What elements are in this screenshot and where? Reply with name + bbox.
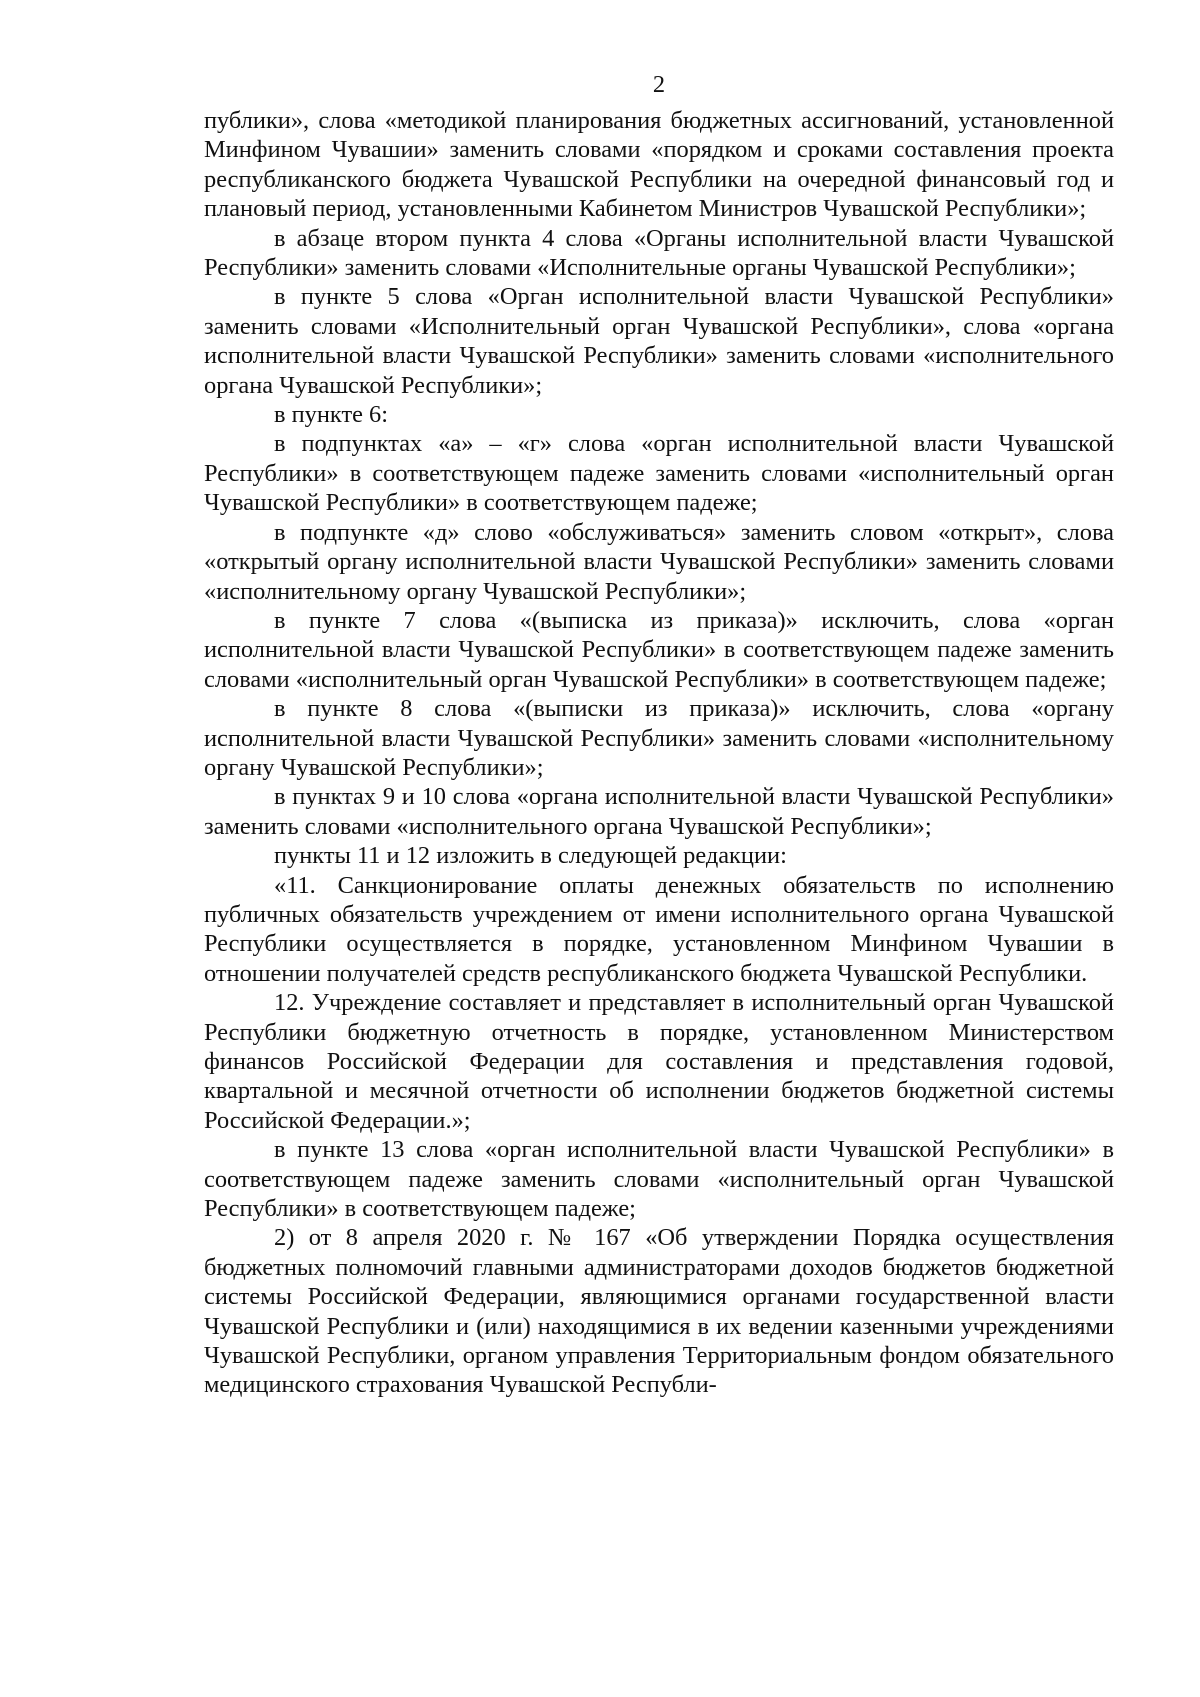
paragraph: в пункте 8 слова «(выписки из приказа)» исключить, слова «органу исполнительной власти Чувашской Республики» заменить словами «исполнительному органу Чувашской Республики»; <box>204 695 1114 781</box>
paragraph: в подпункте «д» слово «обслуживаться» заменить словом «открыт», слова «открытый органу исполнительной власти Чувашской Республики» заменить словами «исполнительному органу Чувашской Республики»; <box>204 518 1114 605</box>
paragraph: 2) от 8 апреля 2020 г. № 167 «Об утверждении Порядка осуществления бюджетных полномочий главными администраторами доходов бюджетов бюджетной системы Российской Федерации, являющимися органами государственной власти Чувашской Республики и (или) находящимися в их ведении казенными учреждениями Чувашской Республики, органом управления Территориальным фондом обязательного медицинского страхования Чувашской Республи- <box>204 1224 1114 1399</box>
paragraph: 12. Учреждение составляет и представляет в исполнительный орган Чувашской Республики бюджетную отчетность в порядке, установленном Министерством финансов Российской Федерации для составления и представления годовой, квартальной и месячной отчетности об исполнении бюджетов бюджетной системы Российской Федерации.»; <box>204 989 1114 1134</box>
paragraph: в пункте 5 слова «Орган исполнительной власти Чувашской Республики» заменить словами «Исполнительный орган Чувашской Республики», слова «органа исполнительной власти Чувашской Республики» заменить словами «исполнительного органа Чувашской Республики»; <box>204 283 1114 399</box>
document-page <box>204 70 1114 1400</box>
paragraph: в абзаце втором пункта 4 слова «Органы исполнительной власти Чувашской Республики» заменить словами «Исполнительные органы Чувашской Республики»; <box>204 224 1114 282</box>
paragraph: пункты 11 и 12 изложить в следующей редакции: <box>274 842 787 870</box>
paragraph: в пункте 6: <box>274 401 388 429</box>
paragraph: в подпунктах «а» – «г» слова «орган исполнительной власти Чувашской Республики» в соответствующем падеже заменить словами «исполнительный орган Чувашской Республики» в соответствующем падеже; <box>204 430 1114 517</box>
paragraph: публики», слова «методикой планирования бюджетных ассигнований, установленной Минфином Чувашии» заменить словами «порядком и сроками составления проекта республиканского бюджета Чувашской Республики на очередной финансовый год и плановый период, установленными Кабинетом Министров Чувашской Республики»; <box>204 107 1114 223</box>
paragraph: в пункте 7 слова «(выписка из приказа)» исключить, слова «орган исполнительной власти Чувашской Республики» в соответствующем падеже заменить словами «исполнительный орган Чувашской Республики» в соответствующем падеже; <box>204 606 1114 693</box>
document-body <box>204 106 1114 1400</box>
paragraph: «11. Санкционирование оплаты денежных обязательств по исполнению публичных обязательств учреждением от имени исполнительного органа Чувашской Республики осуществляется в порядке, установленном Минфином Чувашии в отношении получателей средств республиканского бюджета Чувашской Республики. <box>204 871 1114 987</box>
paragraph: в пункте 13 слова «орган исполнительной власти Чувашской Республики» в соответствующем падеже заменить словами «исполнительный орган Чувашской Республики» в соответствующем падеже; <box>204 1136 1114 1223</box>
paragraph: в пунктах 9 и 10 слова «органа исполнительной власти Чувашской Республики» заменить словами «исполнительного органа Чувашской Республики»; <box>204 783 1114 840</box>
page-number: 2 <box>652 71 666 98</box>
